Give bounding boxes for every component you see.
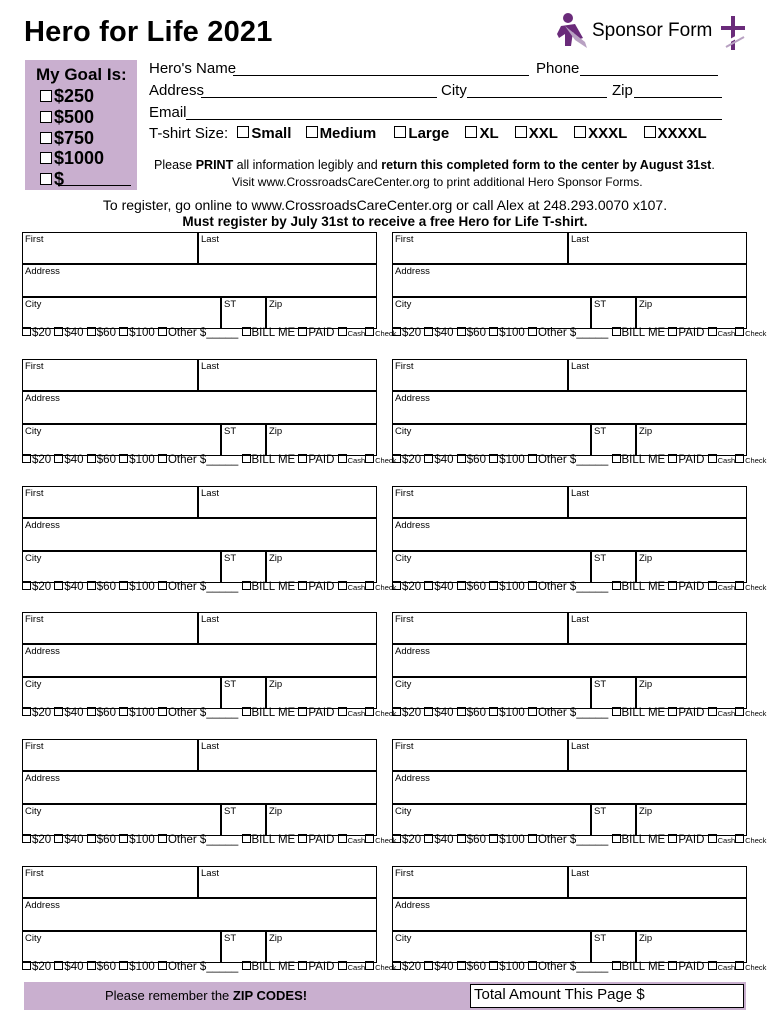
checkbox-icon[interactable] [528,961,537,970]
checkbox-icon[interactable] [87,581,96,590]
first-name-field[interactable]: First [22,739,198,771]
address-field[interactable]: Address [22,264,377,297]
email-label: Email [149,104,187,121]
checkbox-icon[interactable] [528,707,537,716]
zip-field[interactable]: Zip [266,551,377,583]
state-field[interactable]: ST [221,931,266,963]
checkbox-icon[interactable] [338,834,347,843]
checkbox-icon[interactable] [242,707,251,716]
goal-option-500[interactable]: $500 [40,107,94,128]
checkbox-icon[interactable] [528,834,537,843]
first-name-field[interactable]: First [22,866,198,898]
goal-option-custom[interactable]: $ [40,169,64,190]
address-field[interactable]: Address [22,391,377,424]
goal-box [25,60,137,190]
address-field[interactable]: Address [392,771,747,804]
checkbox-icon[interactable] [424,961,433,970]
zip-field[interactable]: Zip [266,931,377,963]
amount-row: $20 $40 $60 $100 Other $_____ BILL ME PAID Cash Check [392,834,766,846]
address-field[interactable]: Address [22,898,377,931]
checkbox-icon[interactable] [87,961,96,970]
checkbox-icon[interactable] [457,834,466,843]
sponsor-entry [22,232,397,368]
first-name-field[interactable]: First [392,232,568,264]
first-name-field[interactable]: First [392,866,568,898]
checkbox-icon[interactable] [392,581,401,590]
last-name-field[interactable]: Last [568,232,747,264]
checkbox-icon[interactable] [735,581,744,590]
state-field[interactable]: ST [591,297,636,329]
checkbox-icon[interactable] [668,327,677,336]
checkbox-icon[interactable] [158,834,167,843]
checkbox-icon[interactable] [394,126,406,138]
checkbox-icon[interactable] [612,834,621,843]
checkbox-icon[interactable] [119,707,128,716]
first-name-field[interactable]: First [22,612,198,644]
checkbox-icon[interactable] [338,961,347,970]
checkbox-icon[interactable] [40,173,52,185]
checkbox-icon[interactable] [365,961,374,970]
amount-row: $20 $40 $60 $100 Other $_____ BILL ME PAID Cash Check [392,961,766,973]
checkbox-icon[interactable] [40,152,52,164]
city-field[interactable]: City [22,551,221,583]
address-field[interactable]: Address [22,771,377,804]
checkbox-icon[interactable] [54,707,63,716]
checkbox-icon[interactable] [158,961,167,970]
sponsor-entry [392,232,767,368]
checkbox-icon[interactable] [528,327,537,336]
first-name-field[interactable]: First [392,486,568,518]
last-name-field[interactable]: Last [198,359,377,391]
size-xxl: XXL [528,125,558,142]
checkbox-icon[interactable] [457,961,466,970]
amount-row: $20 $40 $60 $100 Other $_____ BILL ME PAID Cash Check [392,327,766,339]
checkbox-icon[interactable] [158,581,167,590]
sponsor-entry [22,612,397,748]
size-xxxl: XXXL [588,125,628,142]
checkbox-icon[interactable] [119,327,128,336]
last-name-field[interactable]: Last [198,866,377,898]
zip-field[interactable]: Zip [636,551,747,583]
checkbox-icon[interactable] [158,707,167,716]
checkbox-icon[interactable] [306,126,318,138]
checkbox-icon[interactable] [158,327,167,336]
checkbox-icon[interactable] [668,834,677,843]
instructions-line2: Visit www.CrossroadsCareCenter.org to print additional Hero Sponsor Forms. [232,175,643,189]
checkbox-icon[interactable] [298,961,307,970]
checkbox-icon[interactable] [457,707,466,716]
sponsor-entry [392,359,767,495]
first-name-field[interactable]: First [392,739,568,771]
checkbox-icon[interactable] [489,327,498,336]
checkbox-icon[interactable] [119,581,128,590]
checkbox-icon[interactable] [298,454,307,463]
checkbox-icon[interactable] [735,327,744,336]
checkbox-icon[interactable] [365,834,374,843]
state-field[interactable]: ST [221,677,266,709]
checkbox-icon[interactable] [298,707,307,716]
checkbox-icon[interactable] [54,327,63,336]
amount-row: $20 $40 $60 $100 Other $_____ BILL ME PAID Cash Check [22,581,396,593]
checkbox-icon[interactable] [22,454,31,463]
state-field[interactable]: ST [221,804,266,836]
goal-title: My Goal Is: [36,65,127,84]
checkbox-icon[interactable] [338,454,347,463]
checkbox-icon[interactable] [242,961,251,970]
city-label: City [441,82,467,99]
zip-reminder: Please remember the ZIP CODES! [105,988,308,1003]
checkbox-icon[interactable] [242,327,251,336]
page-title: Hero for Life 2021 [24,16,273,48]
city-field[interactable]: City [392,297,591,329]
city-field[interactable]: City [392,804,591,836]
checkbox-icon[interactable] [465,126,477,138]
amount-row: $20 $40 $60 $100 Other $_____ BILL ME PAID Cash Check [392,581,766,593]
last-name-field[interactable]: Last [198,232,377,264]
last-name-field[interactable]: Last [568,612,747,644]
checkbox-icon[interactable] [298,581,307,590]
checkbox-icon[interactable] [457,581,466,590]
goal-option-1000[interactable]: $1000 [40,148,104,169]
checkbox-icon[interactable] [489,961,498,970]
size-small: Small [251,125,292,142]
amount-row: $20 $40 $60 $100 Other $_____ BILL ME PAID Cash Check [22,454,396,466]
size-xxxxl: XXXXL [657,125,707,142]
amount-row: $20 $40 $60 $100 Other $_____ BILL ME PAID Cash Check [22,327,396,339]
amount-row: $20 $40 $60 $100 Other $_____ BILL ME PAID Cash Check [392,707,766,719]
size-xl: XL [479,125,499,142]
sponsor-entry [392,739,767,875]
checkbox-icon[interactable] [338,327,347,336]
checkbox-icon[interactable] [338,707,347,716]
city-field[interactable]: City [22,297,221,329]
first-name-field[interactable]: First [392,359,568,391]
checkbox-icon[interactable] [424,454,433,463]
checkbox-icon[interactable] [515,126,527,138]
checkbox-icon[interactable] [612,961,621,970]
size-medium: Medium [319,125,377,142]
sponsor-entry [392,486,767,622]
zip-field[interactable]: Zip [636,931,747,963]
checkbox-icon[interactable] [644,126,656,138]
sponsor-form-heading: Sponsor Form [592,20,713,41]
city-field[interactable]: City [22,804,221,836]
checkbox-icon[interactable] [735,834,744,843]
checkbox-icon[interactable] [424,707,433,716]
checkbox-icon[interactable] [392,454,401,463]
checkbox-icon[interactable] [22,961,31,970]
state-field[interactable]: ST [221,297,266,329]
checkbox-icon[interactable] [708,961,717,970]
goal-custom-line[interactable] [58,185,131,186]
checkbox-icon[interactable] [54,961,63,970]
tshirt-label: T-shirt Size: [149,125,229,142]
checkbox-icon[interactable] [40,132,52,144]
size-large: Large [408,125,450,142]
state-field[interactable]: ST [591,804,636,836]
checkbox-icon[interactable] [87,454,96,463]
checkbox-icon[interactable] [298,834,307,843]
address-field[interactable] [201,97,437,98]
checkbox-icon[interactable] [424,581,433,590]
city-field[interactable]: City [392,931,591,963]
city-field[interactable] [467,97,607,98]
checkbox-icon[interactable] [22,581,31,590]
email-field[interactable] [186,119,722,120]
checkbox-icon[interactable] [22,327,31,336]
checkbox-icon[interactable] [298,327,307,336]
checkbox-icon[interactable] [612,327,621,336]
checkbox-icon[interactable] [708,454,717,463]
instructions-line1: Please PRINT all information legibly and return this completed form to the center by August 31st. [154,158,715,172]
checkbox-icon[interactable] [735,707,744,716]
checkbox-icon[interactable] [87,327,96,336]
checkbox-icon[interactable] [87,707,96,716]
state-field[interactable]: ST [221,551,266,583]
checkbox-icon[interactable] [735,454,744,463]
phone-field[interactable] [580,75,718,76]
checkbox-icon[interactable] [574,126,586,138]
checkbox-icon[interactable] [365,327,374,336]
checkbox-icon[interactable] [365,707,374,716]
checkbox-icon[interactable] [457,327,466,336]
state-field[interactable]: ST [591,424,636,456]
phone-label: Phone [536,60,580,77]
hero-name-label: Hero's Name [149,60,237,77]
zip-field[interactable]: Zip [266,677,377,709]
goal-option-750[interactable]: $750 [40,128,94,149]
checkbox-icon[interactable] [40,90,52,102]
first-name-field[interactable]: First [22,486,198,518]
last-name-field[interactable]: Last [198,739,377,771]
amount-row: $20 $40 $60 $100 Other $_____ BILL ME PAID Cash Check [22,707,396,719]
checkbox-icon[interactable] [392,961,401,970]
address-field[interactable]: Address [392,264,747,297]
state-field[interactable]: ST [221,424,266,456]
last-name-field[interactable]: Last [568,739,747,771]
checkbox-icon[interactable] [708,707,717,716]
checkbox-icon[interactable] [489,707,498,716]
goal-option-250[interactable]: $250 [40,86,94,107]
checkbox-icon[interactable] [365,454,374,463]
checkbox-icon[interactable] [489,581,498,590]
city-field[interactable]: City [392,551,591,583]
address-field[interactable]: Address [392,644,747,677]
sponsor-entry [22,359,397,495]
checkbox-icon[interactable] [365,581,374,590]
checkbox-icon[interactable] [237,126,249,138]
state-field[interactable]: ST [591,931,636,963]
checkbox-icon[interactable] [392,327,401,336]
address-field[interactable]: Address [392,518,747,551]
address-field[interactable]: Address [22,518,377,551]
checkbox-icon[interactable] [158,454,167,463]
first-name-field[interactable]: First [22,359,198,391]
first-name-field[interactable]: First [392,612,568,644]
checkbox-icon[interactable] [424,327,433,336]
checkbox-icon[interactable] [54,834,63,843]
checkbox-icon[interactable] [612,454,621,463]
checkbox-icon[interactable] [668,581,677,590]
checkbox-icon[interactable] [457,454,466,463]
checkbox-icon[interactable] [528,454,537,463]
checkbox-icon[interactable] [119,454,128,463]
city-field[interactable]: City [22,677,221,709]
checkbox-icon[interactable] [489,454,498,463]
zip-field[interactable]: Zip [266,804,377,836]
checkbox-icon[interactable] [54,581,63,590]
checkbox-icon[interactable] [40,111,52,123]
checkbox-icon[interactable] [708,834,717,843]
checkbox-icon[interactable] [424,834,433,843]
zip-field[interactable]: Zip [636,424,747,456]
checkbox-icon[interactable] [668,707,677,716]
sponsor-entry [392,612,767,748]
last-name-field[interactable]: Last [568,359,747,391]
zip-field[interactable]: Zip [636,677,747,709]
checkbox-icon[interactable] [735,961,744,970]
checkbox-icon[interactable] [392,707,401,716]
last-name-field[interactable]: Last [568,866,747,898]
amount-row: $20 $40 $60 $100 Other $_____ BILL ME PAID Cash Check [22,961,396,973]
address-field[interactable]: Address [22,644,377,677]
checkbox-icon[interactable] [612,707,621,716]
address-field[interactable]: Address [392,391,747,424]
first-name-field[interactable]: First [22,232,198,264]
checkbox-icon[interactable] [489,834,498,843]
last-name-field[interactable]: Last [198,612,377,644]
city-field[interactable]: City [22,931,221,963]
last-name-field[interactable]: Last [198,486,377,518]
checkbox-icon[interactable] [612,581,621,590]
checkbox-icon[interactable] [54,454,63,463]
zip-label: Zip [612,82,633,99]
checkbox-icon[interactable] [22,834,31,843]
city-field[interactable]: City [392,677,591,709]
address-field[interactable]: Address [392,898,747,931]
checkbox-icon[interactable] [87,834,96,843]
amount-row: $20 $40 $60 $100 Other $_____ BILL ME PAID Cash Check [392,454,766,466]
sponsor-entry [22,486,397,622]
deadline-note: Must register by July 31st to receive a free Hero for Life T-shirt. [182,214,588,229]
zip-field[interactable]: Zip [636,804,747,836]
address-label: Address [149,82,205,99]
zip-field[interactable]: Zip [636,297,747,329]
checkbox-icon[interactable] [119,961,128,970]
checkbox-icon[interactable] [242,454,251,463]
tshirt-size-row [149,125,707,142]
checkbox-icon[interactable] [242,834,251,843]
city-field[interactable]: City [22,424,221,456]
checkbox-icon[interactable] [668,454,677,463]
hero-name-field[interactable] [233,75,529,76]
checkbox-icon[interactable] [22,707,31,716]
zip-field[interactable] [634,97,722,98]
cross-logo-icon [718,14,748,52]
state-field[interactable]: ST [591,551,636,583]
sponsor-entry [22,739,397,875]
checkbox-icon[interactable] [242,581,251,590]
checkbox-icon[interactable] [708,327,717,336]
register-note: To register, go online to www.CrossroadsCareCenter.org or call Alex at 248.293.0070 x107. [102,197,668,213]
hero-logo-icon [555,12,591,52]
checkbox-icon[interactable] [668,961,677,970]
zip-field[interactable]: Zip [266,424,377,456]
checkbox-icon[interactable] [119,834,128,843]
state-field[interactable]: ST [591,677,636,709]
total-amount-label: Total Amount This Page $ [474,986,645,1003]
checkbox-icon[interactable] [528,581,537,590]
amount-row: $20 $40 $60 $100 Other $_____ BILL ME PAID Cash Check [22,834,396,846]
zip-field[interactable]: Zip [266,297,377,329]
city-field[interactable]: City [392,424,591,456]
checkbox-icon[interactable] [708,581,717,590]
checkbox-icon[interactable] [392,834,401,843]
last-name-field[interactable]: Last [568,486,747,518]
checkbox-icon[interactable] [338,581,347,590]
